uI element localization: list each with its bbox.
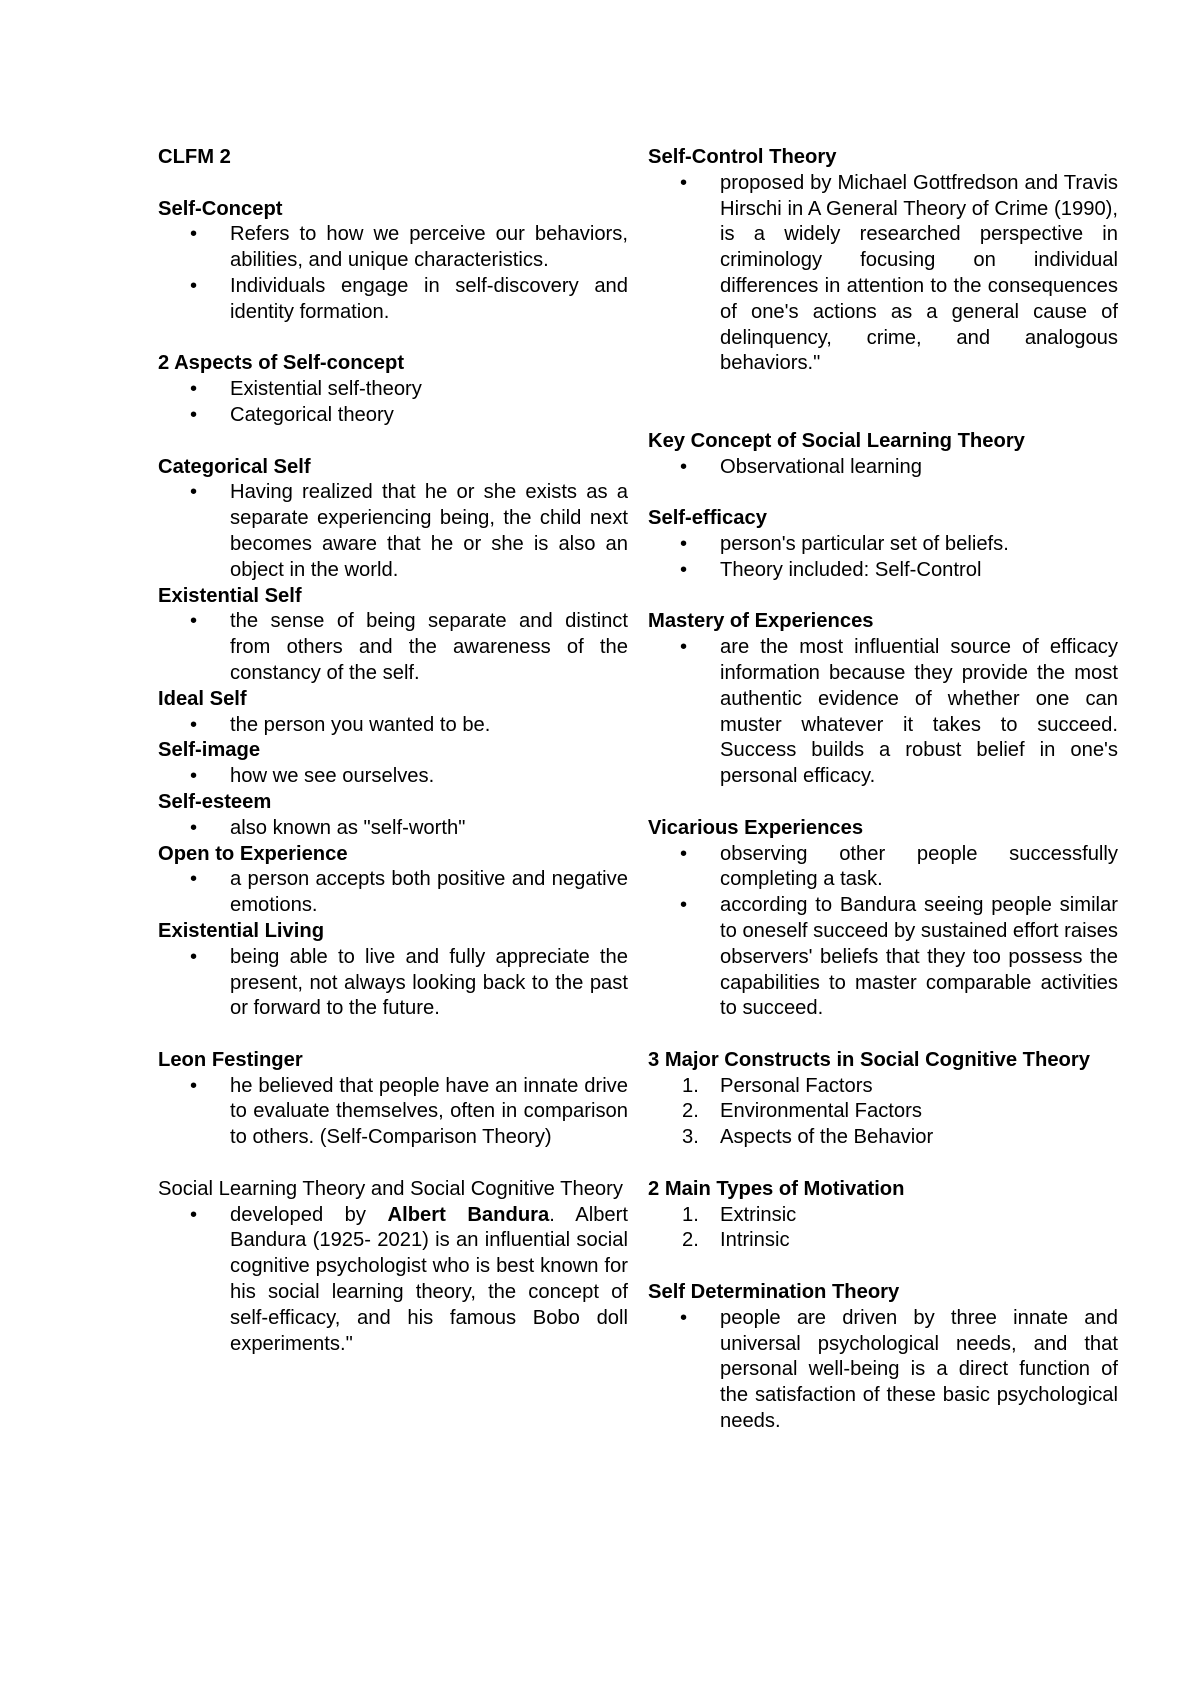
list-existential-self <box>158 609 628 686</box>
heading-categorical-self: Categorical Self <box>158 455 311 478</box>
right-column <box>648 145 1118 1435</box>
item-text: Extrinsic <box>720 1203 797 1226</box>
list-item: • he believed that people have an innate drive to evaluate themselves, often in comparison to others. (Self-Comparison Theory) <box>158 1074 628 1151</box>
list-item: • Observational learning <box>648 455 1118 481</box>
list-item: • Individuals engage in self-discovery and identity formation. <box>158 274 628 326</box>
list-item: • are the most influential source of efficacy information because they provide the most authentic evidence of whether one can muster whatever it takes to succeed. Success builds a robust belief in one's personal efficacy. <box>648 635 1118 790</box>
list-item: • the person you wanted to be. <box>158 713 628 739</box>
list-categorical-self <box>158 480 628 583</box>
list-self-control-theory <box>648 171 1118 377</box>
heading-key-concept: Key Concept of Social Learning Theory <box>648 429 1025 452</box>
list-item: • how we see ourselves. <box>158 764 628 790</box>
item-number: 2. <box>682 1229 699 1252</box>
list-item: • Refers to how we perceive our behaviors, abilities, and unique characteristics. <box>158 222 628 274</box>
heading-self-determination: Self Determination Theory <box>648 1281 900 1304</box>
list-item: • Existential self-theory <box>158 377 628 403</box>
document-title: CLFM 2 <box>158 146 231 168</box>
list-open-to-experience <box>158 867 628 919</box>
item-rest: . Albert Bandura (1925- 2021) is an influential social cognitive psychologist who is best known for his social learning theory, the concept of self-efficacy, and his famous Bobo doll experiments." <box>230 1203 628 1355</box>
list-mastery <box>648 635 1118 790</box>
list-existential-living <box>158 945 628 1022</box>
list-item: • observing other people successfully completing a task. <box>648 842 1118 894</box>
list-item <box>158 1203 628 1358</box>
heading-self-image: Self-image <box>158 739 261 762</box>
item-number: 2. <box>682 1100 699 1123</box>
heading-open-to-experience: Open to Experience <box>158 842 348 865</box>
list-self-image <box>158 764 628 790</box>
list-item: • also known as "self-worth" <box>158 816 628 842</box>
heading-mastery-of-experiences: Mastery of Experiences <box>648 610 874 633</box>
heading-self-efficacy: Self-efficacy <box>648 507 767 530</box>
item-number: 1. <box>682 1203 699 1226</box>
list-item: • proposed by Michael Gottfredson and Travis Hirschi in A General Theory of Crime (1990), is a widely researched perspective in criminology focusing on individual differences in attention to the consequences of one's actions as a general cause of delinquency, crime, and analogous behaviors." <box>648 171 1118 377</box>
bold-name: Albert Bandura <box>387 1203 550 1226</box>
list-aspects <box>158 377 628 429</box>
list-major-constructs <box>648 1074 1118 1151</box>
item-text: Aspects of the Behavior <box>720 1126 934 1149</box>
list-item: • the sense of being separate and distinct from others and the awareness of the constancy of the self. <box>158 609 628 686</box>
heading-leon-festinger: Leon Festinger <box>158 1048 303 1071</box>
list-item <box>648 1099 1118 1125</box>
list-item: • people are driven by three innate and universal psychological needs, and that personal well-being is a direct function of the satisfaction of these basic psychological needs. <box>648 1306 1118 1435</box>
list-key-concept <box>648 455 1118 481</box>
list-item: • Having realized that he or she exists as a separate experiencing being, the child next becomes aware that he or she is also an object in the world. <box>158 480 628 583</box>
item-text: Personal Factors <box>720 1074 873 1097</box>
list-vicarious <box>648 842 1118 1023</box>
list-item: • Theory included: Self-Control <box>648 558 1118 584</box>
heading-self-control-theory: Self-Control Theory <box>648 146 837 168</box>
list-motivation <box>648 1203 1118 1255</box>
list-item: • Categorical theory <box>158 403 628 429</box>
item-number: 3. <box>682 1126 699 1149</box>
heading-major-constructs: 3 Major Constructs in Social Cognitive Theory <box>648 1048 1090 1071</box>
item-prefix: developed by <box>230 1203 388 1226</box>
list-ideal-self <box>158 713 628 739</box>
heading-vicarious-experiences: Vicarious Experiences <box>648 816 864 839</box>
heading-self-concept: Self-Concept <box>158 197 283 220</box>
list-self-concept <box>158 222 628 325</box>
list-social-learning-theory <box>158 1203 628 1358</box>
list-self-efficacy <box>648 532 1118 584</box>
list-item: • according to Bandura seeing people similar to oneself succeed by sustained effort raises observers' beliefs that they too possess the capabilities to master comparable activities to succeed. <box>648 893 1118 1022</box>
left-column <box>158 145 628 1357</box>
item-text: Intrinsic <box>720 1229 790 1252</box>
list-item <box>648 1203 1118 1229</box>
list-item <box>648 1125 1118 1151</box>
list-leon-festinger <box>158 1074 628 1151</box>
list-item: • being able to live and fully appreciate the present, not always looking back to the past or forward to the future. <box>158 945 628 1022</box>
item-number: 1. <box>682 1074 699 1097</box>
list-item: • person's particular set of beliefs. <box>648 532 1118 558</box>
heading-existential-self: Existential Self <box>158 584 302 607</box>
heading-existential-living: Existential Living <box>158 919 325 942</box>
list-item <box>648 1074 1118 1100</box>
list-item: • a person accepts both positive and negative emotions. <box>158 867 628 919</box>
heading-self-esteem: Self-esteem <box>158 790 272 813</box>
list-self-determination <box>648 1306 1118 1435</box>
list-self-esteem <box>158 816 628 842</box>
list-item <box>648 1228 1118 1254</box>
item-text: Environmental Factors <box>720 1100 922 1123</box>
heading-aspects-self-concept: 2 Aspects of Self-concept <box>158 352 405 375</box>
heading-types-of-motivation: 2 Main Types of Motivation <box>648 1177 905 1200</box>
heading-ideal-self: Ideal Self <box>158 687 247 710</box>
heading-social-learning-theory: Social Learning Theory and Social Cognitive Theory <box>158 1177 623 1200</box>
